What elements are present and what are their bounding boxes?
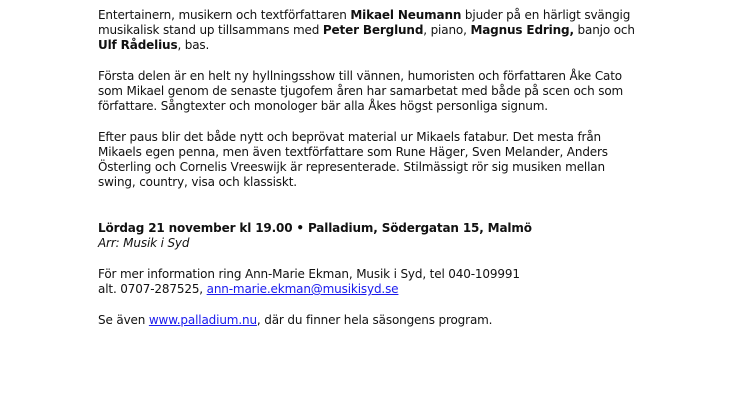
performer-ulf-radelius: Ulf Rådelius xyxy=(98,38,178,52)
part-one-paragraph: Första delen är en helt ny hyllningsshow till vännen, humoristen och författaren Åke Cato som Mikael genom de senaste tjugofem åren har samarbetat med både på scen och som författare. Sångtexter och monologer bär alla Åkes högst personliga signum. xyxy=(98,69,624,113)
intro-text-4: banjo och xyxy=(573,23,635,37)
event-datetime-venue: Lördag 21 november kl 19.00 • Palladium, Södergatan 15, Malmö xyxy=(98,221,532,235)
event-details xyxy=(98,221,643,251)
performer-peter-berglund: Peter Berglund xyxy=(322,23,424,37)
contact-phone-alt: alt. 0707-287525, xyxy=(98,282,207,296)
contact-line-2 xyxy=(98,282,643,297)
intro-text-1: Entertainern, musikern och textförfattaren xyxy=(98,8,351,22)
intro-text-3: , piano, xyxy=(423,23,471,37)
intro-text-5: , bas. xyxy=(177,38,210,52)
contact-email-link[interactable]: ann-marie.ekman@musikisyd.se xyxy=(206,282,399,296)
event-arranger: Arr: Musik i Syd xyxy=(98,236,190,250)
contact-line-1: För mer information ring Ann-Marie Ekman, Musik i Syd, tel 040-109991 xyxy=(98,267,520,281)
contact-info xyxy=(98,267,643,297)
part-two-paragraph: Efter paus blir det både nytt och beprövat material ur Mikaels fatabur. Det mesta från Mikaels egen penna, men även textförfattare som Rune Häger, Sven Melander, Anders Österling och Cornelis Vreeswijk är representerade. Stilmässigt rör sig musiken mellan swing, country, visa och klassiskt. xyxy=(98,130,608,189)
intro-text-2: bjuder på en härligt svängig musikalisk stand up tillsammans med xyxy=(98,8,631,37)
performer-magnus-edring: Magnus Edring, xyxy=(470,23,574,37)
see-also-suffix: , där du finner hela säsongens program. xyxy=(256,313,493,327)
see-also-paragraph xyxy=(98,313,643,328)
press-release-body xyxy=(98,8,643,328)
palladium-website-link[interactable]: www.palladium.nu xyxy=(148,313,257,327)
performer-mikael-neumann: Mikael Neumann xyxy=(350,8,462,22)
see-also-prefix: Se även xyxy=(98,313,149,327)
intro-paragraph xyxy=(98,8,643,53)
